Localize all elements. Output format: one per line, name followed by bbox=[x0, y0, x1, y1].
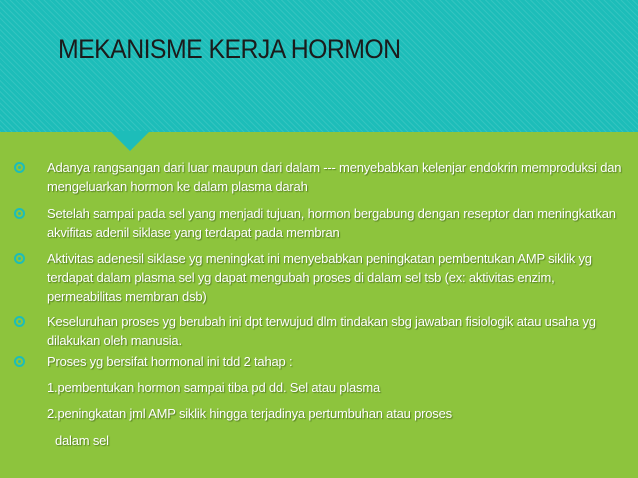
bullet-text: Proses yg bersifat hormonal ini tdd 2 tahap : bbox=[47, 354, 293, 369]
bullet-item bbox=[47, 312, 632, 350]
bullet-icon bbox=[14, 162, 25, 173]
bullet-text: Keseluruhan proses yg berubah ini dpt terwujud dlm tindakan sbg jawaban fisiologik atau usaha yg dilakukan oleh manusia. bbox=[47, 314, 596, 348]
step-line-continuation bbox=[55, 431, 638, 450]
bullet-text: Aktivitas adenesil siklase yg meningkat ini menyebabkan peningkatan pembentukan AMP siklik yg terdapat dalam plasma sel yg dapat mengubah proses di dalam sel tsb (ex: aktivitas enzim, permeabilitas membran dsb) bbox=[47, 251, 592, 304]
bullet-text: Setelah sampai pada sel yang menjadi tujuan, hormon bergabung dengan reseptor dan meningkatkan akvifitas adenil siklase yang terdapat pada membran bbox=[47, 206, 616, 240]
slide-title: MEKANISME KERJA HORMON bbox=[58, 34, 401, 64]
bullet-icon bbox=[14, 253, 25, 264]
bullet-item bbox=[47, 204, 632, 242]
bullet-item bbox=[47, 158, 632, 196]
title-banner bbox=[0, 0, 638, 132]
bullet-icon bbox=[14, 356, 25, 367]
bullet-icon bbox=[14, 208, 25, 219]
banner-notch bbox=[110, 131, 150, 151]
step-line bbox=[47, 378, 632, 397]
step-text: 1.pembentukan hormon sampai tiba pd dd. Sel atau plasma bbox=[47, 380, 380, 395]
bullet-icon bbox=[14, 316, 25, 327]
step-text: 2.peningkatan jml AMP siklik hingga terjadinya pertumbuhan atau proses bbox=[47, 406, 452, 421]
step-text: dalam sel bbox=[55, 433, 109, 448]
bullet-item bbox=[47, 352, 632, 371]
step-line bbox=[47, 404, 632, 423]
bullet-item bbox=[47, 249, 632, 306]
bullet-text: Adanya rangsangan dari luar maupun dari dalam --- menyebabkan kelenjar endokrin memproduksi dan mengeluarkan hormon ke dalam plasma darah bbox=[47, 160, 622, 194]
